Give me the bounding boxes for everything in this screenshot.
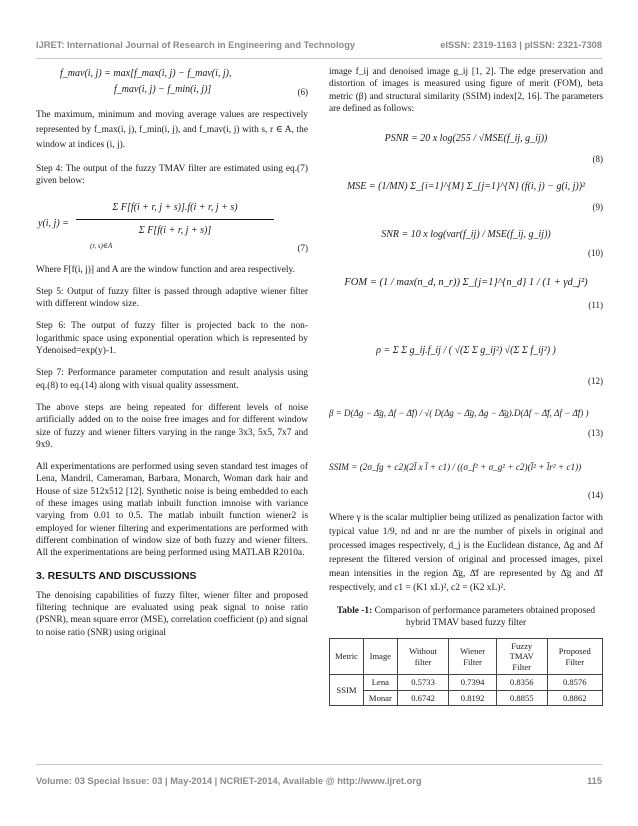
equation-7 xyxy=(36,198,308,256)
equation-8 xyxy=(329,125,603,165)
paragraph-step4: Step 4: The output of the fuzzy TMAV filter are estimated using eq.(7) given below: xyxy=(36,164,308,187)
page-number: 115 xyxy=(587,776,602,786)
th-wiener-filter: Wiener Filter xyxy=(449,638,497,675)
eq13-text: β = D(Δg − Δ̄g, Δf − Δ̄f) / √( D(Δg − Δ̄g, Δg − Δ̄g).D(Δf − Δ̄f, Δf − Δ̄f) ) xyxy=(329,408,589,419)
eq10-number: (10) xyxy=(588,248,603,259)
eq6-number: (6) xyxy=(297,87,308,97)
equation-9 xyxy=(329,173,603,213)
table-cell-metric: SSIM xyxy=(330,675,364,706)
th-proposed-filter: Proposed Filter xyxy=(547,638,602,675)
eq7-number: (7) xyxy=(297,242,308,253)
eq14-number: (14) xyxy=(588,490,603,501)
eq7-lhs: y(i, j) = xyxy=(38,217,69,229)
table-cell: 0.7394 xyxy=(449,675,497,691)
left-column xyxy=(36,66,308,649)
th-image: Image xyxy=(363,638,397,675)
paragraph-symbols: Where γ is the scalar multiplier being utilized as penalization factor with typical value 1/9, nd and nr are the number of pixels in original and processed images respectively, d_j is the Euclidean distance, Δg and Δf represent the filtered version of original and processed images, pixel mean intensities in the region Δ̄g, Δ̄f are represented by Δ̄g and Δ̄f respectively, and c1 = (K1 xL)², c2 = (K2 xL)². xyxy=(329,513,603,594)
eq6-line1: f_mav(i, j) = max[f_max(i, j) − f_mav(i, j), xyxy=(60,68,232,79)
eq12-text: ρ = Σ Σ g_ij.f_ij / ( √(Σ Σ g_ij²) √(Σ Σ f_ij²) ) xyxy=(376,345,556,357)
table-row xyxy=(330,675,603,691)
equation-6 xyxy=(36,66,308,100)
eq12-number: (12) xyxy=(588,376,603,387)
page-header xyxy=(36,40,602,50)
paragraph-experiments: All experimentations are performed using seven standard test images of Lena, Mandril, Cameraman, Barbara, Monarch, Woman dark hair and House of size 512x512 [12]. Synthetic noise is being embedded to each of these images using matlab inbuilt function imnoise with variance varying from 0.01 to 0.5. The matlab inbuilt function wiener2 is employed for wiener filtering and experimentations are performed with different combination of window size of both fuzzy and wiener filters. All the experimentations are being performed using MATLAB R2010a. xyxy=(36,462,308,559)
eq7-denominator xyxy=(80,225,270,237)
table-cell: 0.5733 xyxy=(397,675,448,691)
eq8-text: PSNR = 20 x log(255 / √MSE(f_ij, g_ij)) xyxy=(384,133,548,145)
paragraph-step7: Step 7: Performance parameter computation and result analysis using eq.(8) to eq.(14) along with visual quality assessment. xyxy=(36,368,308,391)
table-cell: 0.8356 xyxy=(496,675,547,691)
table-caption-label: Table -1: xyxy=(336,606,373,617)
equation-10 xyxy=(329,221,603,259)
th-fuzzy-tmav: Fuzzy TMAV Filter xyxy=(496,638,547,675)
table-header-row xyxy=(330,638,603,675)
results-table xyxy=(329,638,603,707)
table-cell: 0.8862 xyxy=(547,690,602,706)
th-without-filter: Without filter xyxy=(397,638,448,675)
eq10-text: SNR = 10 x log(var(f_ij) / MSE(f_ij, g_ij)) xyxy=(381,229,551,241)
eq11-number: (11) xyxy=(588,300,603,311)
table-cell: 0.8192 xyxy=(449,690,497,706)
paragraph-extrema: The maximum, minimum and moving average values are respectively represented by f_max(i, j), f_min(i, j), and f_mav(i, j) with s, r ∈ A, the window at indices (i, j). xyxy=(36,110,308,150)
equation-12 xyxy=(329,321,603,391)
eq11-text: FOM = (1 / max(n_d, n_r)) Σ_{j=1}^{n_d} 1 / (1 + γd_j²) xyxy=(344,277,588,289)
table-caption-text: Comparison of performance parameters obtained proposed hybrid TMAV based fuzzy filter xyxy=(374,606,596,629)
table-cell: 0.8576 xyxy=(547,675,602,691)
eq6-line2: f_mav(i, j) − f_min(i, j)] xyxy=(114,84,212,95)
equation-13 xyxy=(329,399,603,445)
table-cell: 0.6742 xyxy=(397,690,448,706)
equation-11 xyxy=(329,267,603,313)
table-cell: Lena xyxy=(363,675,397,691)
eq14-text: SSIM = (2σ_fg + c2)(2l̄ x l̄ + c1) / ((σ_f² + σ_g² + c2)(l̄² + l̄r² + c1)) xyxy=(329,462,582,473)
paragraph-parameters: image f_ij and denoised image g_ij [1, 2]. The edge preservation and distortion of images is measured using figure of merit (FOM), beta metric (β) and structural similarity (SSIM) index[2, 16]. The parameters are defined as follows: xyxy=(329,67,603,114)
volume-info: Volume: 03 Special Issue: 03 | May-2014 | NCRIET-2014, Available @ http://www.ijret.org xyxy=(36,776,422,786)
section-title-results: 3. RESULTS AND DISCUSSIONS xyxy=(36,569,197,582)
eq9-text: MSE = (1/MN) Σ_{i=1}^{M} Σ_{j=1}^{N} (f(i, j) − g(i, j))² xyxy=(346,181,586,193)
header-rule xyxy=(36,58,602,59)
table-caption xyxy=(329,605,603,630)
paragraph-step5: Step 5: Output of fuzzy filter is passed through adaptive wiener filter with different window size. xyxy=(36,286,308,310)
table-row xyxy=(330,690,603,706)
th-metric: Metric xyxy=(330,638,364,675)
paragraph-where: Where F[f(i, j)] and A are the window function and area respectively. xyxy=(36,264,295,275)
eq7-fraction-bar xyxy=(76,219,274,220)
table-cell: Monar xyxy=(363,690,397,706)
table-cell: 0.8855 xyxy=(496,690,547,706)
paragraph-results: The denoising capabilities of fuzzy filter, wiener filter and proposed filtering technique are evaluated using peak signal to noise ratio (PSNR), mean square error (MSE), correlation coefficient (ρ) and signal to noise ratio (SNR) using original xyxy=(36,590,308,638)
equation-14 xyxy=(329,453,603,503)
eq7-denominator-text: Σ F[f(i + r, j + s)] xyxy=(138,224,212,236)
eq7-sum-index: (r, s)∈A xyxy=(90,241,113,250)
eq9-number: (9) xyxy=(592,202,603,213)
issn: eISSN: 2319-1163 | pISSN: 2321-7308 xyxy=(440,40,602,50)
eq7-numerator-text: Σ F[f(i + r, j + s)].f(i + r, j + s) xyxy=(112,201,238,213)
right-column xyxy=(329,66,603,706)
eq13-number: (13) xyxy=(588,428,603,439)
footer-rule xyxy=(36,764,602,765)
page-footer xyxy=(36,776,602,786)
eq7-numerator xyxy=(80,202,270,214)
journal-title: IJRET: International Journal of Research in Engineering and Technology xyxy=(36,40,356,50)
paragraph-step6: Step 6: The output of fuzzy filter is projected back to the non-logarithmic space using exponential operation which is represented by Ydenoised=exp(y)-1. xyxy=(36,321,308,357)
paragraph-repeat: The above steps are being repeated for different levels of noise artificially added on to the noise free images and for different window size of fuzzy and wiener filters varying in the range 3x3, 5x5, 7x7 and 9x9. xyxy=(36,402,308,450)
eq8-number: (8) xyxy=(592,154,603,165)
